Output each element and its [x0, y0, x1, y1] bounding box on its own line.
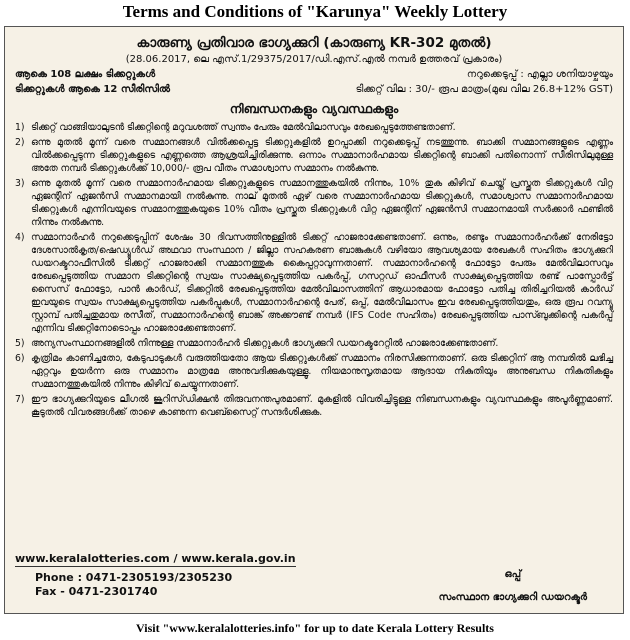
signature-label: ഒപ്പ് [504, 569, 522, 580]
ticket-series: ടിക്കറ്റുകൾ ആകെ 12 സീരിസിൽ [15, 84, 171, 95]
info-row-2 [15, 84, 613, 95]
page-title: Terms and Conditions of "Karunya" Weekly Lottery [122, 2, 508, 21]
rule-text: ടിക്കറ്റ് വാങ്ങിയാലുടൻ ടിക്കറ്റിന്റെ മറുവശത്ത് സ്വന്തം പേരും മേൽവിലാസവും രേഖപ്പെടുത്തേണ്ടതാണ്. [31, 122, 456, 133]
terms-sheet [4, 26, 624, 614]
director-title: സംസ്ഥാന ഭാഗ്യക്കുറി ഡയറക്ടർ [438, 592, 587, 603]
rule-text: സമ്മാനാർഹർ നറുക്കെടുപ്പിന് ശേഷം 30 ദിവസത്തിനുള്ളിൽ ടിക്കറ്റ് ഹാജരാക്കേണ്ടതാണ്. ഒന്നും, രണ്ടും സമ്മാനാർഹർക്ക് നേരിട്ടോ ദേശസാൽകൃത/ഷെഡ്യൂൾഡ് അഥവാ സംസ്ഥാന / ജില്ലാ സഹകരണ ബാങ്കുകൾ വഴിയോ ആവശ്യമായ രേഖകൾ സഹിതം ഭാഗ്യക്കുറി ഡയറക്ടറാഫീസിൽ ടിക്കറ്റ് ഹാജരാക്കി സമ്മാനത്തുക കൈപ്പറ്റാവുന്നതാണ്. സമ്മാനാർഹന്റെ ഫോട്ടോ പേരും മേൽവിലാസവും രേഖപ്പെടുത്തിയ സമ്മാന ടിക്കറ്റിന്റെ സ്വയം സാക്ഷ്യപ്പെടുത്തിയ പകർപ്പ്, ഗസറ്റഡ് ഓഫീസർ സാക്ഷ്യപ്പെടുത്തിയ രണ്ട് പാസ്പോർട്ട് സൈസ് ഫോട്ടോ, പാൻ കാർഡ്, ടിക്കറ്റിൽ രേഖപ്പെടുത്തിയ മേൽവിലാസത്തിന് ആധാരമായ ഫോട്ടോ പതിച്ച തിരിച്ചറിയൽ കാർഡ് ഇവയുടെ സ്വയം സാക്ഷ്യപ്പെടുത്തിയ പകർപ്പുകൾ, സമ്മാനാർഹന്റെ പേര്, ഒപ്പ്, മേൽവിലാസം ഇവ രേഖപ്പെടുത്തിയതും, ഒരു രൂപ റവന്യൂ സ്റ്റാമ്പ് പതിച്ചതുമായ രസീത്, സമ്മാനാർഹന്റെ ബാങ്ക് അക്കൗണ്ട് നമ്പർ (IFS Code സഹിതം) രേഖപ്പെടുത്തിയ പാസ്ബുക്കിന്റെ പകർപ്പ് എന്നിവ ടിക്കറ്റിനോടൊപ്പം ഹാജരാക്കേണ്ടതാണ്. [31, 232, 613, 334]
rule-item [15, 231, 613, 335]
rule-item [15, 352, 613, 391]
rule-text: അന്യസംസ്ഥാനങ്ങളിൽ നിന്നുള്ള സമ്മാനാർഹർ ടിക്കറ്റുകൾ ഭാഗ്യക്കുറി ഡയറക്ടറേറ്റിൽ ഹാജരാക്കേണ്ടതാണ്. [31, 338, 499, 349]
rule-number: 7) [15, 394, 25, 405]
rule-item [15, 393, 613, 419]
rule-number: 5) [15, 338, 25, 349]
info-row-1 [15, 69, 613, 80]
terms-heading: നിബന്ധനകളും വ്യവസ്ഥകളും [229, 101, 399, 116]
rule-text: കൃത്രിമം കാണിച്ചതോ, കേടുപാടുകൾ വരുത്തിയതോ ആയ ടിക്കറ്റുകൾക്ക് സമ്മാനം നിരസിക്കുന്നതാണ്. ഒരു ടിക്കറ്റിന് ആ നമ്പരിൽ ലഭിച്ച ഏറ്റവും ഉയർന്ന ഒരു സമ്മാനം മാത്രമേ അനുവദിക്കുകയുള്ളൂ. നിയമാനുസൃതമായ ആദായ നികുതിയും അനുബന്ധ നികുതികളും സമ്മാനത്തുകയിൽ നിന്നും കിഴിവ് ചെയ്യുന്നതാണ്. [31, 353, 613, 390]
rule-number: 3) [15, 178, 25, 189]
rule-number: 1) [15, 122, 25, 133]
rule-number: 6) [15, 353, 25, 364]
total-tickets: ആകെ 108 ലക്ഷം ടിക്കറ്റുകൾ [15, 69, 156, 80]
rule-text: ഈ ഭാഗ്യക്കുറിയുടെ ലീഗൽ ജൂറിസ്ഡിക്ഷൻ തിരുവനന്തപുരമാണ്. മുകളിൽ വിവരിച്ചിട്ടുള്ള നിബന്ധനകളും വ്യവസ്ഥകളും അപൂർണ്ണമാണ്. കൂടുതൽ വിവരങ്ങൾക്ക് താഴെ കാണുന്ന വെബ്സൈറ്റ് സന്ദർശിക്കുക. [31, 394, 613, 418]
rule-number: 2) [15, 137, 25, 148]
draw-day: നറുക്കെടുപ്പ് : എല്ലാ ശനിയാഴ്ചയും [466, 69, 613, 80]
phone-number: Phone : 0471-2305193/2305230 [35, 571, 233, 584]
rule-item [15, 337, 613, 350]
ticket-price: ടിക്കറ്റ് വില : 30/- രൂപ മാത്രം(മുഖ വില 26.8+12% GST) [355, 84, 613, 95]
rule-text: ഒന്നു മുതൽ മൂന്ന് വരെ സമ്മാനാർഹമായ ടിക്കറ്റുകളുടെ സമ്മാനത്തുകയിൽ നിന്നും, 10% തുക കിഴിവ് ചെയ്ത് പ്രസ്തുത ടിക്കറ്റുകൾ വിറ്റ ഏജന്റിന് ഏജൻസി സമ്മാനമായി നൽകുന്നു. നാല് മുതൽ ഏഴ് വരെ സമ്മാനാർഹമായ ടിക്കറ്റുകൾ, സമാശ്വാസ സമ്മാനാർഹമായ ടിക്കറ്റുകൾ എന്നിവയുടെ സമ്മാനത്തുകയുടെ 10% വീതം പ്രസ്തുത ടിക്കറ്റുകൾ വിറ്റ ഏജന്റിന് ഏജൻസി സമ്മാനമായി സർക്കാർ ഫണ്ടിൽ നിന്നും നൽകുന്നു. [31, 178, 613, 228]
rules-list [15, 121, 613, 419]
sheet-footer [15, 547, 613, 607]
rule-item [15, 136, 613, 175]
fax-number: Fax - 0471-2301740 [35, 585, 158, 598]
rule-item [15, 121, 613, 134]
website-links: www.keralalotteries.com / www.kerala.gov.in [15, 552, 296, 565]
signature-block [439, 569, 587, 603]
lottery-title: കാരുണ്യ പ്രതിവാര ഭാഗ്യക്കുറി (കാരുണ്യ KR-302 മുതൽ) [136, 35, 492, 51]
rule-number: 4) [15, 232, 25, 243]
rule-text: ഒന്നു മുതൽ മൂന്ന് വരെ സമ്മാനങ്ങൾ വിൽക്കപ്പെട്ട ടിക്കറ്റുകളിൽ ഉറപ്പാക്കി നറുക്കെടുപ്പ് നടത്തുന്നു. ബാക്കി സമ്മാനങ്ങളുടെ എണ്ണം വിൽക്കപ്പെടുന്ന ടിക്കറ്റുകളുടെ എണ്ണത്തെ ആശ്രയിച്ചിരിക്കുന്നു. ഒന്നാം സമ്മാനാർഹമായ ടിക്കറ്റിന്റെ ബാക്കി പതിനൊന്ന് സീരിസിലുമുള്ള അതേ നമ്പർ ടിക്കറ്റുകൾക്ക് 10,000/- രൂപ വീതം സമാശ്വാസ സമ്മാനം നൽകുന്നു. [31, 137, 613, 174]
rule-item [15, 177, 613, 229]
order-reference: (28.06.2017, ലെ എസ്.1/29375/2017/ഡി.എസ്.എൽ നമ്പർ ഉത്തരവ് പ്രകാരം) [125, 54, 503, 65]
results-link-note: Visit "www.keralalotteries.info" for up to date Kerala Lottery Results [136, 621, 494, 635]
